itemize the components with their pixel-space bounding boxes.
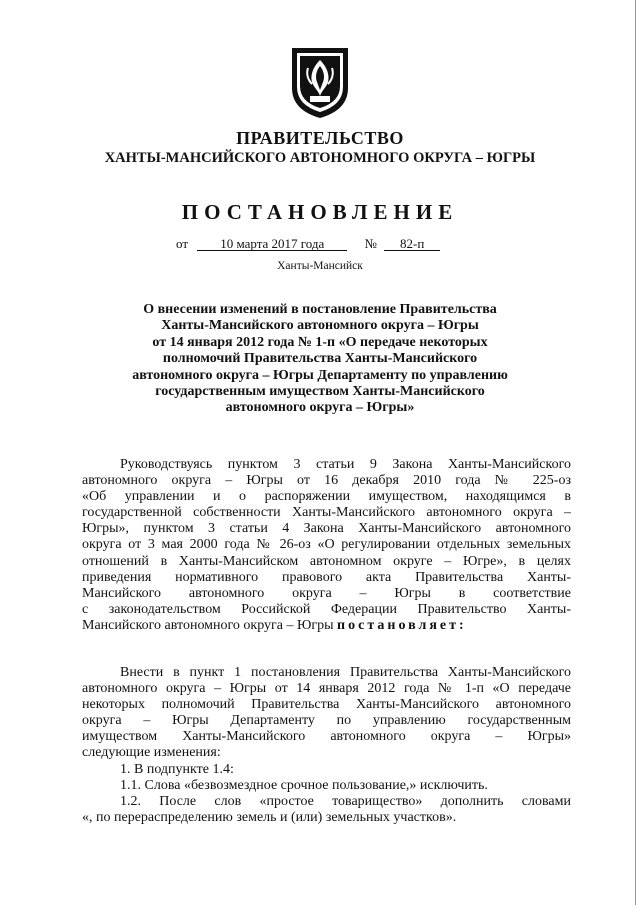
body-line: округа от 3 мая 2000 года № 26-оз «О регулировании отдельных земельных: [82, 537, 571, 553]
date-number-line: [176, 236, 440, 252]
number-sign: №: [364, 236, 377, 251]
date-prefix: от: [176, 236, 189, 251]
title-line: государственным имуществом Ханты-Мансийского: [155, 384, 485, 400]
document-type-heading: ПОСТАНОВЛЕНИЕ: [181, 200, 459, 224]
decree-date: 10 марта 2017 года: [197, 237, 347, 251]
coat-of-arms-emblem: [288, 44, 352, 120]
preamble-paragraph: [82, 457, 571, 634]
body-line: с законодательством Российской Федерации Правительство Ханты-: [82, 601, 571, 617]
list-item: «, по перераспределению земель и (или) земельных участков».: [82, 809, 457, 825]
list-item: 1. В подпункте 1.4:: [120, 761, 234, 777]
body-line: округа – Югры Департаменту по управлению государственным: [82, 713, 571, 729]
body-line: приведения нормативного правового акта Правительства Ханты-: [82, 569, 571, 585]
list-item: 1.2. После слов «простое товарищество» дополнить словами: [120, 793, 571, 809]
title-line: автономного округа – Югры»: [225, 400, 415, 416]
decree-title: [0, 302, 640, 417]
body-line: имуществом Ханты-Мансийского автономного округа – Югры»: [82, 729, 571, 745]
government-heading: ПРАВИТЕЛЬСТВО: [236, 128, 404, 148]
title-line: О внесении изменений в постановление Правительства: [143, 302, 497, 317]
body-line: Югры», пунктом 3 статьи 4 Закона Ханты-Мансийского автономного: [82, 521, 571, 537]
body-line: Внести в пункт 1 постановления Правительства Ханты-Мансийского: [120, 665, 571, 680]
body-line: автономного округа – Югры от 14 января 2012 года № 1-п «О передаче: [82, 681, 571, 697]
resolution-paragraph: [82, 665, 571, 826]
title-line: Ханты-Мансийского автономного округа – Югры: [161, 318, 479, 334]
body-line: Мансийского автономного округа – Югры в соответствие: [82, 585, 571, 601]
title-line: автономного округа – Югры Департаменту по управлению: [132, 367, 508, 383]
body-line: [82, 618, 571, 634]
city: Ханты-Мансийск: [277, 260, 363, 272]
title-line: от 14 января 2012 года № 1-п «О передаче некоторых: [152, 334, 488, 350]
list-item: 1.1. Слова «безвозмездное срочное пользование,» исключить.: [120, 777, 488, 793]
decree-number: 82-п: [384, 237, 440, 251]
body-line-text: Мансийского автономного округа – Югры: [82, 617, 334, 633]
resolves-word: постановляет:: [337, 617, 467, 633]
body-line: автономного округа – Югры от 16 декабря 2010 года № 225-оз: [82, 473, 571, 489]
body-line: «Об управлении и о распоряжении имуществом, находящимся в: [82, 489, 571, 505]
body-line: государственной собственности Ханты-Мансийского автономного округа –: [82, 505, 571, 521]
body-line: некоторых полномочий Правительства Ханты-Мансийского автономного: [82, 697, 571, 713]
government-region: ХАНТЫ-МАНСИЙСКОГО АВТОНОМНОГО ОКРУГА – ЮГРЫ: [104, 150, 536, 166]
title-line: полномочий Правительства Ханты-Мансийского: [162, 351, 478, 367]
body-line: Руководствуясь пунктом 3 статьи 9 Закона Ханты-Мансийского: [120, 457, 571, 472]
body-line: следующие изменения:: [82, 745, 221, 761]
body-line: отношений в Ханты-Мансийском автономном округе – Югре», в целях: [82, 553, 571, 569]
